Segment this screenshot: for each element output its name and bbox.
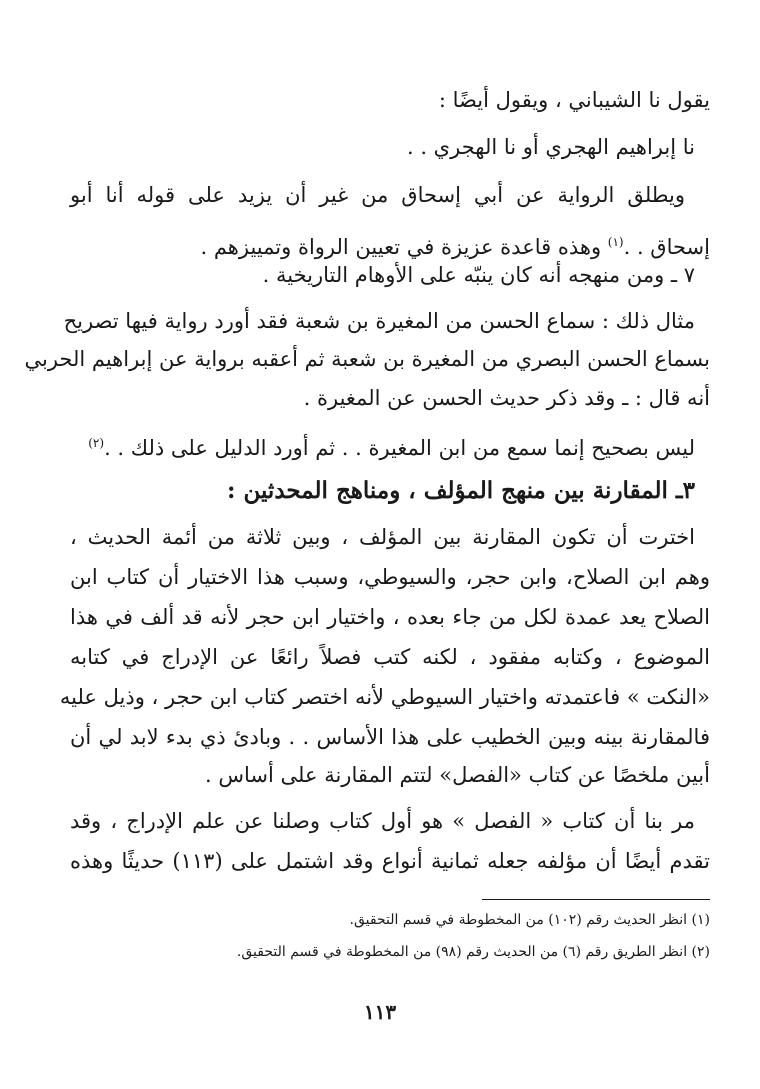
footnote-ref-2: (٢) [88,436,105,450]
body-text [24,0,710,880]
text-line-9-text: ليس بصحيح إنما سمع من ابن المغيرة . . ثم أورد الدليل على ذلك . . [104,436,695,460]
text-line-4b: وهذه قاعدة عزيزة في تعيين الرواة وتمييزهم . [200,235,602,259]
footnote-2: (٢) انظر الطريق رقم (٦) من الحديث رقم (٩٨) من المخطوطة في قسم التحقيق. [236,944,710,960]
text-line-11: وهم ابن الصلاح، وابن حجر، والسيوطي، وسبب هذا الاختيار أن كتاب ابن [70,565,710,589]
text-line-1: يقول نا الشيباني ، ويقول أيضًا : [438,88,710,112]
text-line-17: مر بنا أن كتاب « الفصل » هو أول كتاب وصلنا عن علم الإدراج ، وقد [70,809,695,833]
page-number: ١١٣ [363,1000,397,1024]
footnote-1: (١) انظر الحديث رقم (١٠٢) من المخطوطة في قسم التحقيق. [349,912,710,928]
footnote-divider [482,899,710,900]
text-line-5: ٧ ـ ومن منهجه أنه كان ينبّه على الأوهام التاريخية . [262,263,695,287]
text-line-16: أبين ملخصًا عن كتاب «الفصل» لتتم المقارنة على أساس . [205,763,710,787]
text-line-9 [88,428,695,463]
text-line-6: مثال ذلك : سماع الحسن من المغيرة بن شعبة فقد أورد رواية فيها تصريح [63,309,695,333]
text-line-8: أنه قال : ـ وقد ذكر حديث الحسن عن المغيرة . [303,386,710,410]
text-line-10: اخترت أن تكون المقارنة بين المؤلف ، وبين ثلاثة من أئمة الحديث ، [70,525,695,549]
footnote-ref-1: (١) [607,235,624,249]
text-line-4a: إسحاق . . [623,235,710,259]
text-line-4 [200,227,710,262]
text-line-15: فالمقارنة بينه وبين الخطيب على هذا الأساس . . وبادئ ذي بدء لابد لي أن [70,725,710,749]
text-line-14: «النكت » فاعتمدته واختيار السيوطي لأنه اختصر كتاب ابن حجر ، وذيل عليه [59,685,710,709]
text-line-12: الصلاح يعد عمدة لكل من جاء بعده ، واختيار ابن حجر لأنه قد ألف في هذا [70,605,710,629]
text-line-18: تقدم أيضًا أن مؤلفه جعله ثمانية أنواع وقد اشتمل على (١١٣) حديثًا وهذه [70,849,710,873]
text-line-2: نا إبراهيم الهجري أو نا الهجري . . [406,135,695,159]
text-line-13: الموضوع ، وكتابه مفقود ، لكنه كتب فصلاً رائعًا عن الإدراج في كتابه [70,645,710,669]
section-heading: ٣ـ المقارنة بين منهج المؤلف ، ومناهج المحدثين : [226,477,695,504]
text-line-3: ويطلق الرواية عن أبي إسحاق من غير أن يزيد على قوله أنا أبو [70,183,685,207]
text-line-7: بسماع الحسن البصري من المغيرة بن شعبة ثم أعقبه برواية عن إبراهيم الحربي [24,347,710,371]
